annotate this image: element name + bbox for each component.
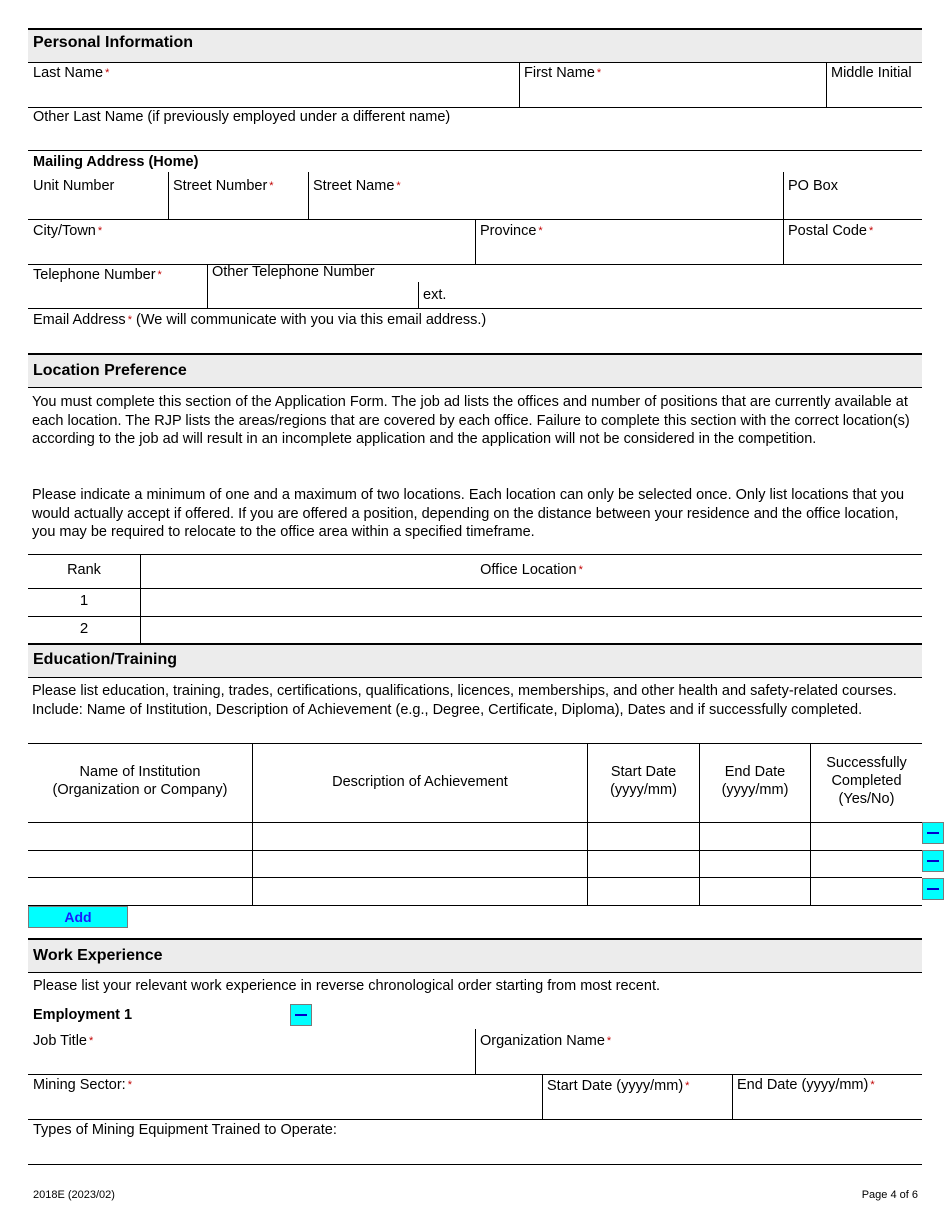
end-date-header: End Date (yyyy/mm)	[721, 764, 789, 798]
street-name-label: Street Name *	[313, 178, 401, 194]
divider	[28, 387, 922, 388]
institution-input[interactable]	[28, 823, 252, 850]
ext-label: ext.	[423, 287, 447, 303]
mining-sector-label: Mining Sector: *	[33, 1077, 132, 1093]
work-start-date-field[interactable]	[543, 1075, 732, 1119]
other-last-name-label: Other Last Name (if previously employed under a different name)	[33, 109, 451, 125]
divider	[28, 905, 922, 906]
start-date-input[interactable]	[588, 823, 699, 850]
required-marker: *	[685, 1080, 690, 1092]
equipment-field[interactable]	[28, 1140, 922, 1164]
form-id: 2018E (2023/02)	[33, 1189, 115, 1201]
divider	[28, 677, 922, 678]
institution-input[interactable]	[28, 851, 252, 877]
middle-initial-field[interactable]	[827, 63, 922, 107]
description-header: Description of Achievement	[332, 774, 508, 790]
divider	[28, 28, 922, 30]
institution-header: Name of Institution (Organization or Company)	[52, 764, 228, 798]
divider	[28, 972, 922, 973]
unit-number-field[interactable]	[28, 175, 168, 219]
work-section-title: Work Experience	[33, 947, 163, 964]
education-section-title: Education/Training	[33, 651, 178, 668]
start-date-input[interactable]	[588, 851, 699, 877]
other-telephone-label: Other Telephone Number	[212, 264, 375, 280]
province-label: Province *	[480, 223, 543, 239]
description-input[interactable]	[253, 878, 587, 905]
po-box-field[interactable]	[784, 175, 922, 219]
remove-row-button[interactable]	[922, 878, 944, 900]
work-end-date-field[interactable]	[733, 1075, 922, 1119]
education-instructions: Please list education, training, trades, certifications, qualifications, licences, memberships, and other health and safety-related courses. Include: Name of Institution, Description of Achievement (e.g., Degree, Certificate, Diploma), Dates and if successfully completed.	[32, 683, 897, 718]
organization-label: Organization Name *	[480, 1033, 612, 1049]
end-date-input[interactable]	[700, 851, 810, 877]
start-date-input[interactable]	[588, 878, 699, 905]
employment-label: Employment 1	[33, 1007, 133, 1023]
remove-employment-button[interactable]	[290, 1004, 312, 1026]
required-marker: *	[89, 1035, 94, 1047]
divider	[28, 353, 922, 355]
divider	[28, 1119, 922, 1120]
postal-code-label: Postal Code *	[788, 223, 874, 239]
required-marker: *	[269, 180, 274, 192]
street-name-field[interactable]	[309, 175, 783, 219]
work-end-date-label: End Date (yyyy/mm) *	[737, 1077, 875, 1093]
equipment-label: Types of Mining Equipment Trained to Operate:	[33, 1122, 337, 1138]
rank-cell: 1	[79, 592, 89, 609]
minus-icon	[927, 860, 939, 862]
first-name-label: First Name *	[524, 65, 602, 81]
divider	[28, 308, 922, 309]
required-marker: *	[105, 67, 110, 79]
required-marker: *	[578, 564, 583, 576]
mailing-address-title: Mailing Address (Home)	[33, 154, 199, 170]
minus-icon	[295, 1014, 307, 1016]
job-title-label: Job Title *	[33, 1033, 94, 1049]
email-label: Email Address * (We will communicate with you via this email address.)	[33, 312, 487, 328]
city-label: City/Town *	[33, 223, 103, 239]
minus-icon	[927, 888, 939, 890]
other-telephone-field[interactable]	[208, 283, 418, 308]
completed-header: Successfully Completed (Yes/No)	[826, 755, 907, 807]
required-marker: *	[869, 225, 874, 237]
province-field[interactable]	[476, 220, 783, 264]
work-instructions: Please list your relevant work experience in reverse chronological order starting from most recent.	[33, 978, 660, 994]
divider	[28, 643, 922, 645]
job-title-field[interactable]	[28, 1030, 475, 1074]
completed-input[interactable]	[811, 878, 922, 905]
minus-icon	[927, 832, 939, 834]
last-name-field[interactable]	[28, 63, 519, 107]
divider	[28, 1164, 922, 1165]
city-field[interactable]	[28, 220, 475, 264]
ext-field[interactable]	[450, 283, 922, 308]
first-name-field[interactable]	[520, 63, 826, 107]
street-number-field[interactable]	[169, 175, 308, 219]
email-field[interactable]	[28, 330, 922, 352]
telephone-field[interactable]	[28, 284, 207, 308]
location-section-title: Location Preference	[33, 362, 187, 379]
start-date-header: Start Date (yyyy/mm)	[610, 764, 677, 798]
personal-section-title: Personal Information	[33, 34, 194, 51]
required-marker: *	[127, 1079, 132, 1091]
postal-code-field[interactable]	[784, 220, 922, 264]
required-marker: *	[606, 1035, 612, 1047]
divider	[28, 264, 922, 265]
office-location-input[interactable]	[141, 589, 922, 616]
telephone-label: Telephone Number *	[33, 267, 162, 283]
divider	[28, 150, 922, 151]
rank-cell: 2	[79, 620, 89, 637]
po-box-label: PO Box	[788, 178, 838, 194]
description-input[interactable]	[253, 823, 587, 850]
divider	[418, 282, 419, 308]
divider	[28, 938, 922, 940]
office-location-header: Office Location *	[480, 562, 583, 578]
work-start-date-label: Start Date (yyyy/mm) *	[547, 1078, 690, 1094]
required-marker: *	[596, 67, 602, 79]
mining-sector-field[interactable]	[28, 1075, 542, 1119]
location-instructions-2: Please indicate a minimum of one and a maximum of two locations. Each location can only be selected once. Only list locations that you would actually accept if offered. If you are offered a position, depending on the distance between your residence and the office location, you may be required to relocate to the office area within a specified timeframe.	[32, 487, 905, 540]
required-marker: *	[396, 180, 401, 192]
end-date-input[interactable]	[700, 878, 810, 905]
rank-header: Rank	[67, 562, 101, 578]
description-input[interactable]	[253, 851, 587, 877]
street-number-label: Street Number *	[173, 178, 274, 194]
page-number: Page 4 of 6	[861, 1189, 918, 1201]
location-instructions-1: You must complete this section of the Application Form. The job ad lists the offices and number of positions that are currently available at each location. The RJP lists the areas/regions that are covered by each office. Failure to complete this section with the correct location(s) according to the job ad will result in an incomplete application and the application will not be considered in the competition.	[32, 394, 910, 447]
middle-initial-label: Middle Initial	[831, 65, 912, 81]
add-education-button[interactable]: Add	[28, 906, 128, 928]
required-marker: *	[97, 225, 103, 237]
required-marker: *	[538, 225, 543, 237]
remove-row-button[interactable]	[922, 822, 944, 844]
completed-input[interactable]	[811, 823, 922, 850]
organization-field[interactable]	[476, 1030, 922, 1074]
divider	[28, 554, 922, 555]
required-marker: *	[870, 1079, 875, 1091]
required-marker: *	[127, 314, 132, 326]
end-date-input[interactable]	[700, 823, 810, 850]
other-last-name-field[interactable]	[28, 108, 922, 150]
completed-input[interactable]	[811, 851, 922, 877]
unit-number-label: Unit Number	[33, 178, 115, 194]
remove-row-button[interactable]	[922, 850, 944, 872]
institution-input[interactable]	[28, 878, 252, 905]
last-name-label: Last Name *	[33, 65, 110, 81]
required-marker: *	[157, 269, 162, 281]
divider	[28, 743, 922, 744]
office-location-input[interactable]	[141, 617, 922, 643]
